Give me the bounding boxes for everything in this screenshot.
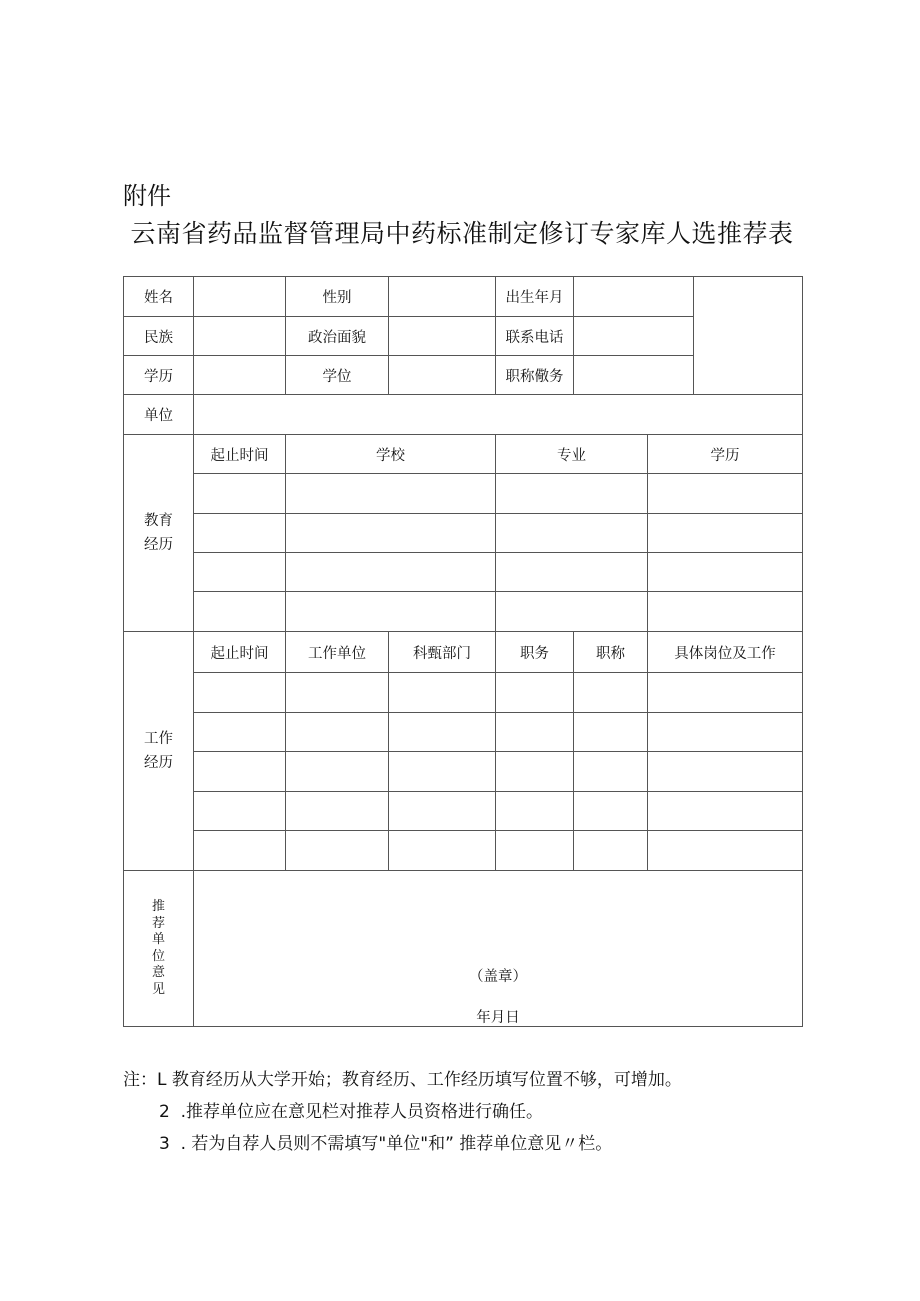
phone-field[interactable] xyxy=(574,317,694,356)
edu-cell[interactable] xyxy=(648,514,803,553)
edu-cell[interactable] xyxy=(648,553,803,592)
education-row xyxy=(124,592,803,632)
work-cell[interactable] xyxy=(286,792,389,831)
education-section-label xyxy=(124,435,194,632)
work-cell[interactable] xyxy=(648,831,803,871)
edu-header-period: 起止时间 xyxy=(194,435,286,474)
form-title: 云南省药品监督管理局中药标准制定修订专家库人选推荐表 xyxy=(130,219,794,248)
work-cell[interactable] xyxy=(194,752,286,792)
education-field[interactable] xyxy=(194,356,286,395)
work-header-period: 起止时间 xyxy=(194,632,286,673)
work-cell[interactable] xyxy=(648,792,803,831)
work-header-employer: 工作单位 xyxy=(286,632,389,673)
education-label-line1: 教育 xyxy=(144,513,173,529)
label-ethnicity: 民族 xyxy=(124,317,194,356)
label-employer: 单位 xyxy=(124,395,194,435)
opinion-label: 推荐单位意见 xyxy=(151,899,165,997)
education-label-line2: 经历 xyxy=(144,537,173,553)
opinion-field[interactable] xyxy=(194,871,803,1027)
work-cell[interactable] xyxy=(496,673,574,713)
edu-cell[interactable] xyxy=(496,514,648,553)
edu-cell[interactable] xyxy=(648,474,803,514)
title-post-field[interactable] xyxy=(574,356,694,395)
seal-label: （盖章） xyxy=(469,969,527,985)
work-label-line2: 经历 xyxy=(144,755,173,771)
edu-cell[interactable] xyxy=(286,592,496,632)
label-name: 姓名 xyxy=(124,277,194,317)
work-cell[interactable] xyxy=(389,831,496,871)
work-cell[interactable] xyxy=(286,752,389,792)
edu-cell[interactable] xyxy=(194,514,286,553)
attachment-label: 附件 xyxy=(123,182,171,210)
work-cell[interactable] xyxy=(574,752,648,792)
edu-cell[interactable] xyxy=(648,592,803,632)
edu-cell[interactable] xyxy=(496,553,648,592)
edu-header-major: 专业 xyxy=(496,435,648,474)
edu-cell[interactable] xyxy=(194,553,286,592)
label-political: 政治面貌 xyxy=(286,317,389,356)
degree-field[interactable] xyxy=(389,356,496,395)
education-row xyxy=(124,514,803,553)
work-cell[interactable] xyxy=(389,792,496,831)
work-cell[interactable] xyxy=(286,673,389,713)
note-1: 注：L 教育经历从大学开始；教育经历、工作经历填写位置不够，可增加。 xyxy=(123,1070,682,1090)
label-degree: 学位 xyxy=(286,356,389,395)
note-3: 3 . 若为自荐人员则不需填写"单位"和” 推荐单位意见〃栏。 xyxy=(159,1134,613,1154)
recommendation-form-table xyxy=(123,276,803,1027)
date-label: 年月日 xyxy=(476,1010,520,1026)
work-cell[interactable] xyxy=(574,831,648,871)
work-row xyxy=(124,673,803,713)
work-cell[interactable] xyxy=(389,713,496,752)
work-cell[interactable] xyxy=(574,713,648,752)
label-phone: 联系电话 xyxy=(496,317,574,356)
work-cell[interactable] xyxy=(389,752,496,792)
edu-cell[interactable] xyxy=(286,514,496,553)
work-cell[interactable] xyxy=(648,752,803,792)
education-row xyxy=(124,474,803,514)
work-section-label xyxy=(124,632,194,871)
work-row xyxy=(124,831,803,871)
education-row xyxy=(124,553,803,592)
edu-cell[interactable] xyxy=(496,474,648,514)
work-cell[interactable] xyxy=(194,792,286,831)
work-header-title: 职称 xyxy=(574,632,648,673)
photo-cell[interactable] xyxy=(694,277,803,395)
work-cell[interactable] xyxy=(574,673,648,713)
work-row xyxy=(124,713,803,752)
work-cell[interactable] xyxy=(194,831,286,871)
birth-field[interactable] xyxy=(574,277,694,317)
work-cell[interactable] xyxy=(648,673,803,713)
label-education: 学历 xyxy=(124,356,194,395)
work-cell[interactable] xyxy=(574,792,648,831)
opinion-section-label xyxy=(124,871,194,1027)
work-header-department: 科甄部门 xyxy=(389,632,496,673)
work-cell[interactable] xyxy=(648,713,803,752)
work-cell[interactable] xyxy=(194,713,286,752)
work-cell[interactable] xyxy=(496,792,574,831)
work-header-position: 职务 xyxy=(496,632,574,673)
work-row xyxy=(124,752,803,792)
label-gender: 性别 xyxy=(286,277,389,317)
name-field[interactable] xyxy=(194,277,286,317)
edu-cell[interactable] xyxy=(194,474,286,514)
edu-header-degree: 学历 xyxy=(648,435,803,474)
work-label-line1: 工作 xyxy=(144,731,173,747)
work-cell[interactable] xyxy=(389,673,496,713)
work-cell[interactable] xyxy=(496,752,574,792)
work-row xyxy=(124,792,803,831)
ethnicity-field[interactable] xyxy=(194,317,286,356)
edu-cell[interactable] xyxy=(496,592,648,632)
edu-cell[interactable] xyxy=(194,592,286,632)
note-2: 2 .推荐单位应在意见栏对推荐人员资格进行确任。 xyxy=(159,1102,544,1122)
work-cell[interactable] xyxy=(496,713,574,752)
work-cell[interactable] xyxy=(286,831,389,871)
edu-cell[interactable] xyxy=(286,553,496,592)
label-birth: 出生年月 xyxy=(496,277,574,317)
work-cell[interactable] xyxy=(194,673,286,713)
edu-header-school: 学校 xyxy=(286,435,496,474)
edu-cell[interactable] xyxy=(286,474,496,514)
work-header-duties: 具体岗位及工作 xyxy=(648,632,803,673)
employer-field[interactable] xyxy=(194,395,803,435)
political-field[interactable] xyxy=(389,317,496,356)
notes-block xyxy=(123,1064,682,1160)
work-cell[interactable] xyxy=(496,831,574,871)
label-title-post: 职称儆务 xyxy=(496,356,574,395)
gender-field[interactable] xyxy=(389,277,496,317)
work-cell[interactable] xyxy=(286,713,389,752)
